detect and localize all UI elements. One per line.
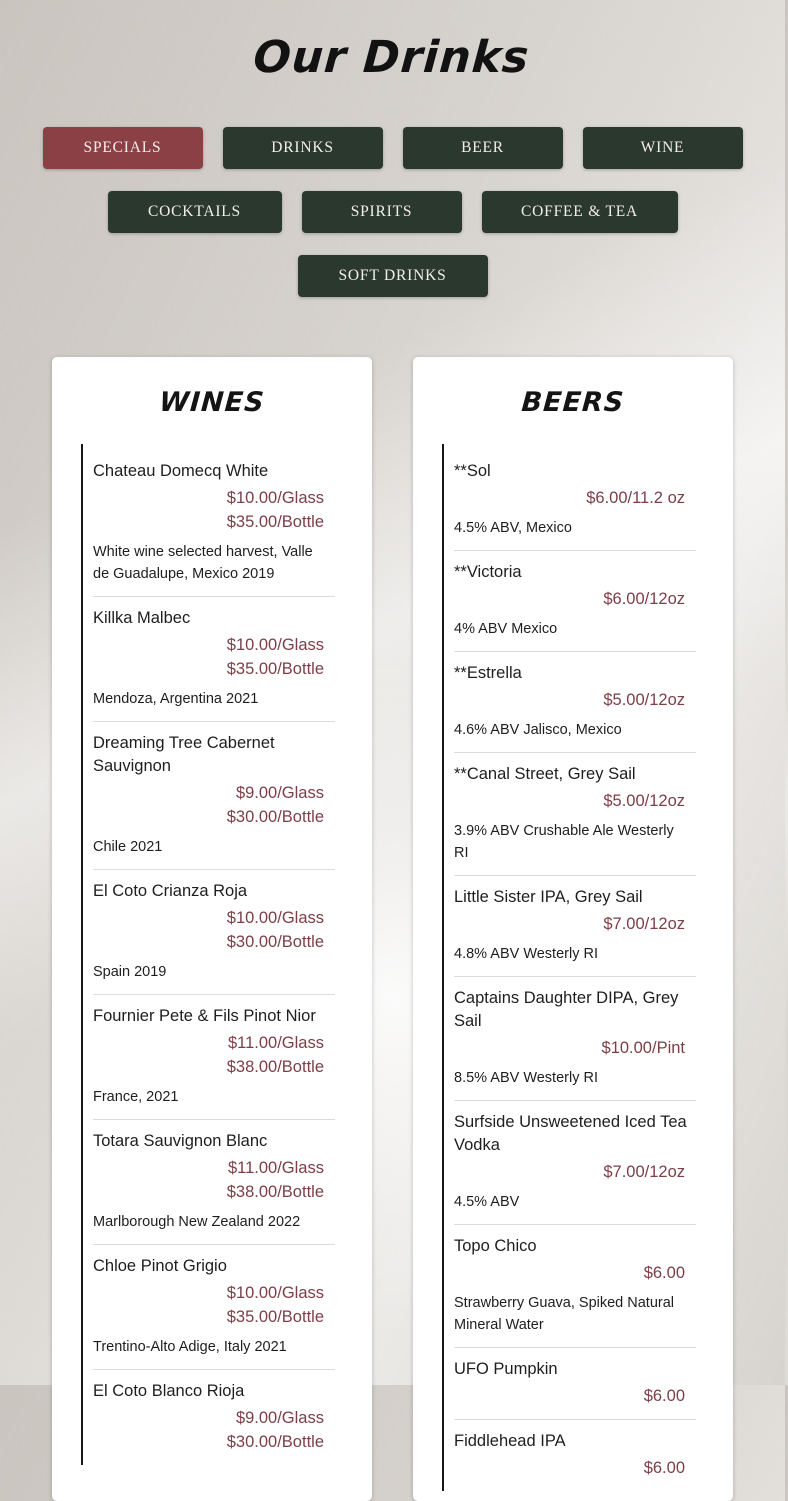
item-price: $30.00/Bottle xyxy=(226,808,324,826)
menu-cards xyxy=(0,357,785,1501)
item-prices xyxy=(93,486,335,534)
item-description: 4.8% ABV Westerly RI xyxy=(454,946,598,962)
item-prices xyxy=(93,1406,335,1454)
item-description: White wine selected harvest, Valle de Guadalupe, Mexico 2019 xyxy=(93,544,313,582)
item-description: Mendoza, Argentina 2021 xyxy=(93,691,259,707)
item-price: $6.00 xyxy=(643,1264,685,1282)
item-price: $38.00/Bottle xyxy=(226,1058,324,1076)
item-price: $9.00/Glass xyxy=(235,1409,324,1427)
item-description: 4% ABV Mexico xyxy=(454,621,558,637)
beers-list xyxy=(442,444,696,1491)
beers-heading: BEERS xyxy=(520,387,626,418)
item-prices xyxy=(454,1261,696,1285)
item-price: $11.00/Glass xyxy=(227,1034,324,1052)
item-prices xyxy=(93,1156,335,1204)
item-price: $10.00/Pint xyxy=(601,1039,685,1057)
item-price: $10.00/Glass xyxy=(226,489,324,507)
menu-item xyxy=(454,662,696,753)
item-name: **Sol xyxy=(454,462,491,480)
item-price: $6.00 xyxy=(643,1459,685,1477)
item-price: $35.00/Bottle xyxy=(226,513,324,531)
item-name: Chateau Domecq White xyxy=(93,462,269,480)
menu-item xyxy=(454,987,696,1101)
item-name: Little Sister IPA, Grey Sail xyxy=(454,888,643,906)
item-prices xyxy=(454,912,696,936)
nav-button-cocktails[interactable]: COCKTAILS xyxy=(108,191,282,233)
nav-button-drinks[interactable]: DRINKS xyxy=(223,127,383,169)
wines-card xyxy=(52,357,372,1501)
menu-item xyxy=(454,1235,696,1348)
menu-item xyxy=(454,886,696,977)
item-price: $7.00/12oz xyxy=(603,1163,685,1181)
item-description: Chile 2021 xyxy=(93,839,163,855)
item-prices xyxy=(93,633,335,681)
item-description: 3.9% ABV Crushable Ale Westerly RI xyxy=(454,823,674,861)
item-description: Spain 2019 xyxy=(93,964,167,980)
wines-heading: WINES xyxy=(158,387,266,418)
item-name: Dreaming Tree Cabernet Sauvignon xyxy=(93,734,275,775)
nav-button-wine[interactable]: WINE xyxy=(583,127,743,169)
item-prices xyxy=(454,587,696,611)
menu-item xyxy=(454,561,696,652)
nav-button-coffee-tea[interactable]: COFFEE & TEA xyxy=(482,191,678,233)
item-name: **Canal Street, Grey Sail xyxy=(454,765,636,783)
menu-item xyxy=(93,1255,335,1370)
item-description: 4.5% ABV xyxy=(454,1194,520,1210)
item-prices xyxy=(454,486,696,510)
item-price: $10.00/Glass xyxy=(226,1284,324,1302)
menu-item xyxy=(454,1111,696,1225)
item-description: 4.6% ABV Jalisco, Mexico xyxy=(454,722,622,738)
item-description: 8.5% ABV Westerly RI xyxy=(454,1070,598,1086)
item-price: $35.00/Bottle xyxy=(226,660,324,678)
menu-item xyxy=(454,1430,696,1491)
item-price: $10.00/Glass xyxy=(226,636,324,654)
item-prices xyxy=(454,1456,696,1480)
menu-item xyxy=(93,607,335,722)
item-name: Topo Chico xyxy=(454,1237,537,1255)
item-prices xyxy=(454,1384,696,1408)
nav-button-soft-drinks[interactable]: SOFT DRINKS xyxy=(298,255,488,297)
item-prices xyxy=(93,906,335,954)
item-name: **Estrella xyxy=(454,664,522,682)
item-price: $11.00/Glass xyxy=(227,1159,324,1177)
item-name: **Victoria xyxy=(454,563,522,581)
item-prices xyxy=(454,1036,696,1060)
menu-item xyxy=(454,1358,696,1420)
nav-button-specials[interactable]: SPECIALS xyxy=(43,127,203,169)
menu-item xyxy=(93,1130,335,1245)
item-price: $30.00/Bottle xyxy=(226,933,324,951)
item-description: Trentino-Alto Adige, Italy 2021 xyxy=(93,1339,287,1355)
menu-item xyxy=(93,1380,335,1465)
item-name: Killka Malbec xyxy=(93,609,191,627)
item-prices xyxy=(93,1281,335,1329)
item-price: $6.00/11.2 oz xyxy=(586,489,685,507)
item-name: UFO Pumpkin xyxy=(454,1360,558,1378)
nav-button-spirits[interactable]: SPIRITS xyxy=(302,191,462,233)
item-prices xyxy=(454,1160,696,1184)
item-name: El Coto Blanco Rioja xyxy=(93,1382,245,1400)
menu-item xyxy=(454,460,696,551)
item-description: Marlborough New Zealand 2022 xyxy=(93,1214,301,1230)
item-prices xyxy=(93,781,335,829)
page-title: Our Drinks xyxy=(251,32,532,83)
item-price: $6.00/12oz xyxy=(603,590,685,608)
item-price: $30.00/Bottle xyxy=(226,1433,324,1451)
item-price: $9.00/Glass xyxy=(235,784,324,802)
menu-item xyxy=(93,460,335,597)
item-prices xyxy=(454,688,696,712)
item-price: $6.00 xyxy=(643,1387,685,1405)
menu-item xyxy=(93,732,335,870)
item-prices xyxy=(93,1031,335,1079)
nav-button-beer[interactable]: BEER xyxy=(403,127,563,169)
menu-item xyxy=(454,763,696,876)
beers-card xyxy=(413,357,733,1501)
item-price: $7.00/12oz xyxy=(603,915,685,933)
menu-item xyxy=(93,1005,335,1120)
item-name: Surfside Unsweetened Iced Tea Vodka xyxy=(454,1113,687,1154)
item-price: $35.00/Bottle xyxy=(226,1308,324,1326)
item-prices xyxy=(454,789,696,813)
item-name: Fournier Pete & Fils Pinot Nior xyxy=(93,1007,316,1025)
item-name: Captains Daughter DIPA, Grey Sail xyxy=(454,989,679,1030)
item-price: $10.00/Glass xyxy=(226,909,324,927)
item-description: 4.5% ABV, Mexico xyxy=(454,520,572,536)
item-name: Chloe Pinot Grigio xyxy=(93,1257,227,1275)
item-price: $5.00/12oz xyxy=(603,792,685,810)
item-description: Strawberry Guava, Spiked Natural Mineral Water xyxy=(454,1295,675,1333)
item-name: Fiddlehead IPA xyxy=(454,1432,566,1450)
item-price: $5.00/12oz xyxy=(603,691,685,709)
wines-list xyxy=(81,444,335,1465)
item-description: France, 2021 xyxy=(93,1089,179,1105)
item-price: $38.00/Bottle xyxy=(226,1183,324,1201)
menu-item xyxy=(93,880,335,995)
category-nav xyxy=(41,127,745,297)
item-name: El Coto Crianza Roja xyxy=(93,882,248,900)
item-name: Totara Sauvignon Blanc xyxy=(93,1132,268,1150)
